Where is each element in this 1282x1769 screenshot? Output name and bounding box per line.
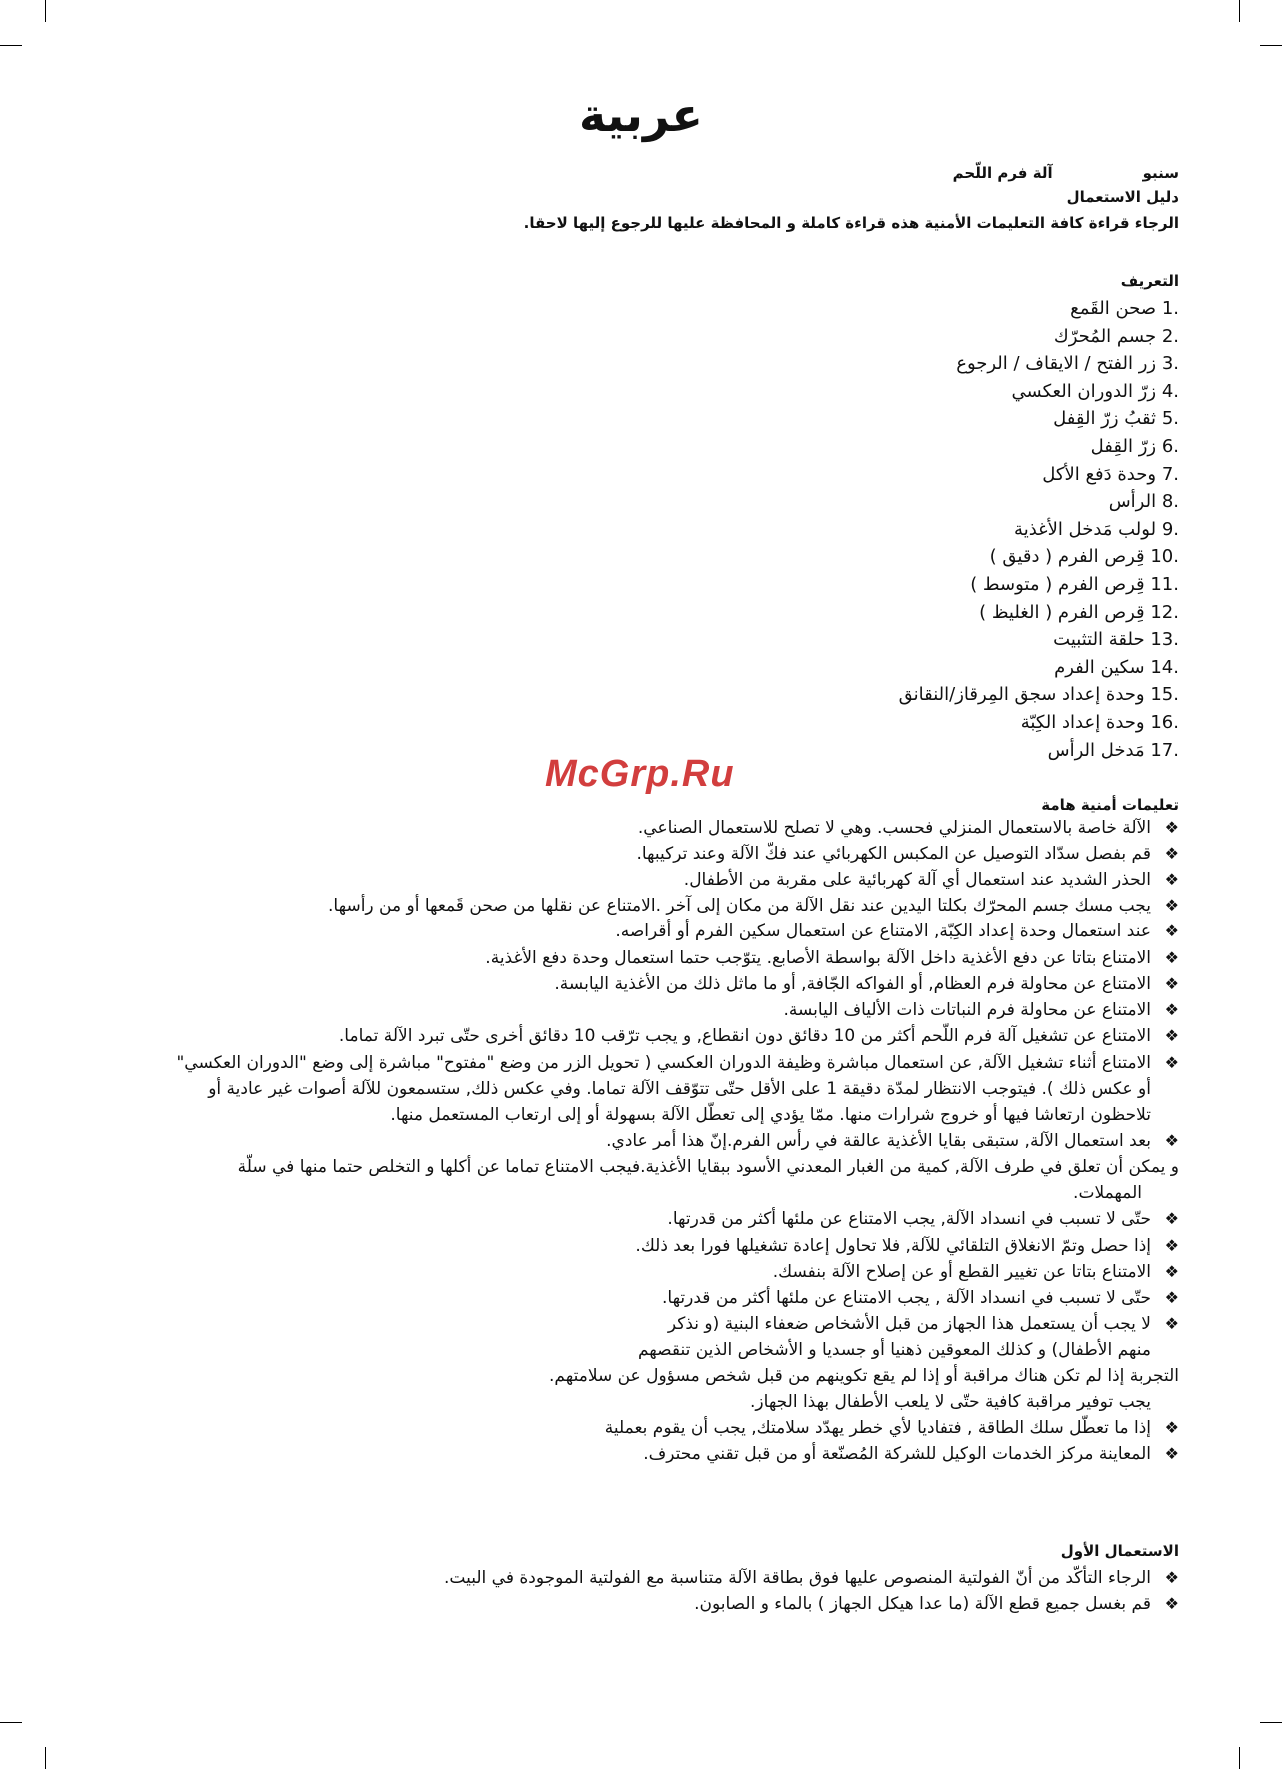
bullet-icon: ❖ [1164,1418,1179,1437]
item-number: 2. [1161,325,1179,347]
bullet-icon: ❖ [1164,1236,1179,1255]
safety-line [339,1026,1179,1046]
product-header [953,164,1179,182]
item-text: قِرص الفرم ( متوسط ) [970,574,1145,595]
item-number: 17. [1150,739,1179,761]
safety-line [485,948,1179,968]
definition-item [1048,740,1179,761]
item-number: 16. [1150,712,1179,733]
item-number: 8. [1161,491,1179,513]
definition-heading: التعريف [1120,272,1179,290]
crop-mark [45,0,46,22]
safety-line [662,1288,1179,1308]
page-title: عربية [579,88,703,142]
bullet-icon: ❖ [1164,1131,1179,1150]
safety-line [643,1444,1179,1464]
item-text: حلقة التثبيت [1053,629,1145,651]
safety-line [238,1157,1179,1177]
item-number: 4. [1161,380,1179,402]
bullet-icon: ❖ [1164,870,1179,889]
bullet-icon: ❖ [1164,1314,1179,1333]
definition-item [1012,381,1179,402]
item-number: 5. [1161,408,1179,430]
brand-name: سنبو [1142,164,1179,182]
definition-item [956,353,1179,374]
safety-line [635,1236,1179,1256]
bullet-icon: ❖ [1164,1209,1179,1228]
item-number: 10. [1150,546,1179,568]
safety-text: الامتناع عن محاولة فرم النباتات ذات الألياف اليابسة. [783,1000,1151,1020]
warning-text: الرجاء قراءة كافة التعليمات الأمنية هذه قراءة كاملة و المحافظة عليها للرجوع إليها لاحقا. [523,214,1179,232]
first-use-line [694,1594,1179,1614]
safety-line [615,921,1179,941]
item-text: صحن القَمع [1070,298,1157,319]
safety-text: الحذر الشديد عند استعمال أي آلة كهربائية على مقربة من الأطفال. [683,870,1151,890]
item-text: وحدة دَفع الأكل [1042,463,1157,485]
item-text: قِرص الفرم ( دقيق ) [989,546,1145,568]
crop-mark [1260,1722,1282,1723]
item-text: جسم المُحرّك [1053,325,1157,347]
crop-mark [45,1747,46,1769]
bullet-icon: ❖ [1164,1262,1179,1281]
safety-line [638,1340,1151,1360]
definition-item [1021,712,1179,733]
bullet-icon: ❖ [1164,1288,1179,1307]
safety-text: تلاحظون ارتعاشا فيها أو خروج شرارات منها. ممّا يؤدي إلى تعطّل الآلة بسهولة أو إلى ارتعاب المستعمل منها. [390,1105,1151,1125]
definition-item [899,684,1179,705]
watermark: McGrp.Ru [545,753,735,795]
bullet-icon: ❖ [1164,844,1179,863]
item-text: ثقبُ زرّ القِفل [1053,408,1157,430]
safety-line [684,870,1179,890]
item-text: سكين الفرم [1054,656,1145,678]
safety-line [208,1079,1151,1099]
bullet-icon: ❖ [1164,948,1179,967]
safety-text: المهملات. [1073,1183,1142,1203]
crop-mark [1260,45,1282,46]
safety-text: الامتناع أثناء تشغيل الآلة, عن استعمال مباشرة وظيفة الدوران العكسي ( تحويل الزر من وضع "مفتوح" مباشرة إلى وضع "الدوران العكسي" [176,1053,1151,1073]
item-text: زرّ الدوران العكسي [1011,380,1157,402]
safety-text: قم بفصل سدّاد التوصيل عن المكبس الكهربائي عند فكّ الآلة وعند تركيبها. [636,844,1151,864]
safety-line [636,844,1179,864]
definition-item [990,546,1179,567]
bullet-icon: ❖ [1164,1568,1179,1587]
item-text: مَدخل الرأس [1047,739,1145,761]
definition-item [1070,298,1179,319]
safety-line [549,1366,1179,1386]
safety-line [328,896,1179,916]
safety-text: لا يجب أن يستعمل هذا الجهاز من قبل الأشخاص ضعفاء البنية (و نذكر [667,1314,1151,1334]
definition-item [970,574,1179,595]
safety-line [605,1418,1179,1438]
first-use-text: قم بغسل جميع قطع الآلة (ما عدا هيكل الجهاز ) بالماء و الصابون. [694,1594,1151,1614]
item-number: 13. [1150,629,1179,651]
safety-text: الامتناع عن تشغيل آلة فرم اللّحم أكثر من 10 دقائق دون انقطاع, و يجب ترّقب 10 دقائق أخرى حتّى تبرد الآلة تماما. [338,1026,1151,1046]
safety-text: إذا ما تعطّل سلك الطاقة , فتفاديا لأي خطر يهدّد سلامتك, يجب أن يقوم بعملية [604,1418,1151,1438]
safety-text: الامتناع بتاتا عن تغيير القطع أو عن إصلاح الآلة بنفسك. [772,1262,1151,1282]
safety-line [750,1392,1151,1412]
definition-item [979,602,1179,623]
safety-text: الامتناع عن محاولة فرم العظام, أو الفواكه الجّافة, أو ما ماثل ذلك من الأغذية اليابسة. [554,974,1151,994]
safety-text: أو عكس ذلك ). فيتوجب الانتظار لمدّة دقيقة 1 على الأقل حتّى تتوّقف الآلة تماما. وفي عكس ذلك, ستسمعون للآلة أصوات غير عادية أو [208,1079,1151,1099]
safety-text: الآلة خاصة بالاستعمال المنزلي فحسب. وهي لا تصلح للاستعمال الصناعي. [637,818,1151,838]
first-use-text: الرجاء التأكّد من أنّ الفولتية المنصوص عليها فوق بطاقة الآلة متناسبة مع الفولتية الموجودة في البيت. [444,1568,1151,1588]
safety-line [390,1105,1151,1125]
bullet-icon: ❖ [1164,1594,1179,1613]
item-number: 11. [1150,574,1179,595]
item-number: 1. [1161,298,1179,319]
item-number: 3. [1161,353,1179,375]
safety-text: بعد استعمال الآلة, ستبقى بقايا الأغذية عالقة في رأس الفرم.إنّ هذا أمر عادي. [606,1131,1151,1151]
safety-text: منهم الأطفال) و كذلك المعوقين ذهنيا أو جسديا و الأشخاص الذين تنقصهم [637,1340,1151,1360]
safety-text: إذا حصل وتمّ الانغلاق التلقائي للآلة, فلا تحاول إعادة تشغيلها فورا بعد ذلك. [635,1236,1151,1256]
item-text: لولب مَدخل الأغذية [1014,518,1157,540]
item-text: وحدة إعداد الكِبّة [1020,712,1145,733]
safety-text: يجب مسك جسم المحرّك بكلتا اليدين عند نقل الآلة من مكان إلى آخر .الامتناع عن نقلها من صحن قَمعها أو من رأسها. [328,896,1151,916]
definition-item [1042,464,1179,485]
product-name: آلة فرم اللّحم [952,164,1053,182]
item-number: 12. [1150,601,1179,623]
crop-mark [1239,1747,1240,1769]
bullet-icon: ❖ [1164,1444,1179,1463]
safety-line [606,1131,1179,1151]
item-text: زر الفتح / الايقاف / الرجوع [956,353,1157,375]
bullet-icon: ❖ [1164,818,1179,837]
bullet-icon: ❖ [1164,1053,1179,1072]
item-number: 7. [1161,463,1179,485]
safety-text: عند استعمال وحدة إعداد الكِبّة, الامتناع عن استعمال سكين الفرم أو أقراصه. [615,921,1151,941]
bullet-icon: ❖ [1164,974,1179,993]
safety-line [783,1000,1179,1020]
definition-item [1054,326,1179,347]
safety-line [773,1262,1179,1282]
crop-mark [1239,0,1240,22]
definition-item [1053,408,1179,429]
bullet-icon: ❖ [1164,1000,1179,1019]
safety-text: حتّى لا تسبب في انسداد الآلة , يجب الامتناع عن ملئها أكثر من قدرتها. [662,1288,1151,1308]
definition-item [1054,657,1179,678]
item-text: زرّ القِفل [1090,436,1157,457]
item-number: 9. [1161,518,1179,540]
definition-item [1053,629,1179,650]
safety-heading: تعليمات أمنية هامة [1041,796,1179,814]
safety-text: يجب توفير مراقبة كافية حتّى لا يلعب الأطفال بهذا الجهاز. [750,1392,1151,1412]
safety-line [1073,1183,1142,1203]
bullet-icon: ❖ [1164,896,1179,915]
safety-text: المعاينة مركز الخدمات الوكيل للشركة المُصنّعة أو من قبل تقني محترف. [643,1444,1151,1464]
safety-line [668,1314,1179,1334]
item-number: 6. [1161,436,1179,457]
item-text: وحدة إعداد سجق المِرقاز/النقانق [898,684,1145,706]
safety-line [667,1209,1179,1229]
manual-label: دليل الاستعمال [1066,188,1179,206]
safety-line [638,818,1179,838]
first-use-line [444,1568,1179,1588]
bullet-icon: ❖ [1164,921,1179,940]
item-text: الرأس [1108,491,1157,513]
definition-item [1014,519,1179,540]
item-number: 15. [1150,684,1179,706]
first-use-heading: الاستعمال الأول [1060,1542,1179,1560]
safety-text: التجربة إذا لم تكن هناك مراقبة أو إذا لم يقع تكوينهم من قبل شخص مسؤول عن سلامتهم. [549,1366,1179,1386]
definition-item [1091,436,1179,457]
definition-item [1109,491,1179,512]
item-text: قِرص الفرم ( الغليظ ) [979,601,1145,623]
safety-line [554,974,1179,994]
bullet-icon: ❖ [1164,1026,1179,1045]
crop-mark [0,45,22,46]
safety-text: و يمكن أن تعلق في طرف الآلة, كمية من الغبار المعدني الأسود ببقايا الأغذية.فيجب الامتناع تماما عن أكلها و التخلص حتما منها في سلّة [237,1157,1179,1177]
safety-text: الامتناع بتاتا عن دفع الأغذية داخل الآلة بواسطة الأصابع. يتوّجب حتما استعمال وحدة دفع الأغذية. [485,948,1151,968]
crop-mark [0,1722,22,1723]
safety-line [176,1053,1179,1073]
item-number: 14. [1150,656,1179,678]
safety-text: حتّى لا تسبب في انسداد الآلة, يجب الامتناع عن ملئها أكثر من قدرتها. [667,1209,1151,1229]
